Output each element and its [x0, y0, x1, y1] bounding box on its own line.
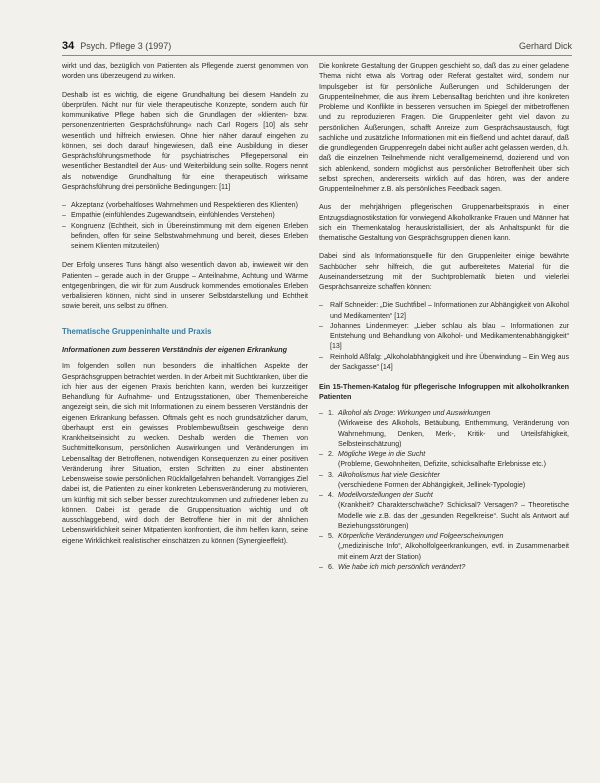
catalog-item	[319, 532, 569, 563]
catalog-heading: Alkoholismus hat viele Gesichter	[338, 471, 440, 479]
journal-reference: Psych. Pflege 3 (1997)	[80, 41, 172, 51]
catalog-detail: (Krankheit? Charakterschwäche? Schicksal? Versagen? – Theoretische Modelle wie z.B. das der „gesunden Regelkreise“. Sucht als Antwort auf Beziehungsstörungen)	[338, 502, 569, 530]
list-item: – Empathie (einfühlendes Zugewandtsein, einfühlendes Verstehen)	[62, 211, 308, 221]
catalog-detail: („medizinische Info“, Alkoholfolgeerkrankungen, evtl. in Zusammenarbeit mit einem Arzt der Station)	[338, 543, 569, 561]
catalog-detail: (verschiedene Formen der Abhängigkeit, Jellinek-Typologie)	[338, 481, 526, 489]
reference-list	[319, 301, 569, 373]
page-number: 34	[62, 40, 75, 52]
right-column	[319, 62, 569, 582]
catalog-item	[319, 563, 569, 573]
paragraph: Aus der mehrjährigen pflegerischen Gruppenarbeitspraxis in einer Entzugsdiagnostikstation für vorwiegend Alkoholkranke Frauen und Männer hat sich ein Themenkatalog herauskristallisiert, der als Anhaltspunkt für die thematische Gestaltung von Gesprächsgruppen dienen kann.	[319, 204, 569, 242]
catalog-item	[319, 471, 569, 492]
author-name: Gerhard Dick	[518, 41, 572, 51]
catalog-number: – 5.	[328, 533, 334, 540]
catalog-heading: Körperliche Veränderungen und Folgeerscheinungen	[338, 533, 504, 540]
catalog-title: Ein 15-Themen-Katalog für pflegerische Infogruppen mit alkoholkranken Patienten	[319, 382, 569, 401]
catalog-heading: Modellvorstellungen der Sucht	[338, 492, 433, 499]
paragraph: Die konkrete Gestaltung der Gruppen geschieht so, daß das zu einer geladene Thema nicht etwa als Vortrag oder Referat gestaltet wird, sondern nur Impulsgeber ist für persönliche Äußerungen und Schilderungen der Gruppenteilnehmer, die aus ihrem Lebensalltag berichten und ihre konkreten Probleme und Konflikte in besseren versuchen im Spiegel der mitbetroffenen und zu reproduzieren Fragen. Die Gruppenleiter geht viel davon zu persönlichen Äußerungen, schafft Anreize zum Gesprächsaustausch, fügt sachliche und zusätzliche Informationen mit ein fließend und achtet darauf, daß die grundlegenden Gruppenregeln dabei nicht außer acht gelassen werden, d.h. daß die einzelnen Teilnehmende nicht verallgemeinernd, dozierend und von sich ablenkend, sondern möglichst aus persönlicher Betroffenheit über sich selbst sprechen, andererseits wirklich auf das hören, was der andere Gruppenteilnehmer z.B. als persönliches Feedback sagen.	[319, 63, 569, 193]
conditions-list	[62, 201, 308, 252]
catalog-heading: Wie habe ich mich persönlich verändert?	[338, 563, 466, 571]
catalog-number: – 1.	[328, 410, 334, 417]
paragraph: Der Erfolg unseres Tuns hängt also wesentlich davon ab, inwieweit wir den Patienten – gerade auch in der Gruppe – Anteilnahme, Achtung und Wärme entgegenbringen, die wir für zum Ausdruck kommendes emotionales Erleben verbalisieren können, nicht sind in unserer Selbstdarstellung und Echtheit sowie bereit, uns selbst zu öffnen.	[62, 262, 308, 311]
running-header	[62, 40, 572, 54]
paragraph: Dabei sind als Informationsquelle für den Gruppenleiter einige bewährte Sachbücher sehr hilfreich, die gut aufbereitetes Material für die Auseinandersetzung mit der Suchtproblematik bieten und vielerlei Gesprächsanreize schaffen können:	[319, 253, 569, 291]
catalog-item	[319, 491, 569, 532]
header-rule	[62, 55, 572, 56]
paragraph: Deshalb ist es wichtig, die eigene Grundhaltung bei diesem Handeln zu überprüfen. Nicht nur für viele therapeutische Konzepte, sondern auch für kommunikative Pflege haben sich die Grundlagen der »klienten- bzw. personenzentrierten Gesprächsführung« nach Carl Rogers [10] als sehr wesentlich und hilfreich erwiesen. Ohne hier näher darauf eingehen zu können, sei doch darauf hingewiesen, daß eine Ausbildung in dieser Gesprächsführungsmethode für psychiatrisches Pflegepersonal ein wesentlicher Bestandteil der Aus- und Weiterbildung sein sollte. Rogers nennt als notwendige Grundhaltung für eine therapeutisch wirksame Gesprächsführung drei persönliche Bedingungen: [11]	[62, 91, 308, 191]
paragraph: Im folgenden sollen nun besonders die inhaltlichen Aspekte der Gesprächsgruppen betrachtet werden. In der Arbeit mit Suchtkranken, über die ich hier aus der eigenen Praxis berichten kann, werden bei kurzzeitiger Behandlung für Aufnahme- und Entzugsstationen, über Themenbereiche angezeigt sein, die sich mit Informationen zu einem besseren Verständnis der eigenen Erkrankung befassen. Oftmals geht es noch grundsätzlicher darum, überhaupt erst ein gewisses Problembewußtsein geschweige denn Krankheitseinsicht zu wecken. Deshalb werden die Themen von Suchtmittelkonsum, persönlichen Auswirkungen und Veränderungen im Lebensalltag der Betroffenen, notwendigen Konsequenzen zu einer positiven Veränderung ihrer Situation, ersten Schritten zu einer abstinenten Lebensweise sowie persönlichen Rückfallgefahren behandelt. Vorrangiges Ziel dabei ist, die Patienten zu einer konkreten Lebensveränderung zu motivieren, um künftig mit sich selber besser zurechtzukommen und zufriedener leben zu können. Dabei ist gerade die Gruppensituation wichtig und oft ausschlaggebend, wird doch der Betroffene hier in mit der ähnlichen Lebenswirklichkeit seiner Mitpatienten konfrontiert, die ihm helfen kann, seine eigene Wirklichkeit realistischer einschätzen zu können (Synergieeffekt).	[62, 363, 308, 545]
catalog-item	[319, 450, 569, 471]
list-item: – Reinhold Aßfalg: „Alkoholabhängigkeit und ihre Überwindung – Ein Weg aus der Sackgasse“ [14]	[319, 353, 569, 374]
list-item: – Kongruenz (Echtheit, sich in Übereinstimmung mit dem eigenen Erleben befinden, offen für seine Selbstwahrnehmung und bereit, dieses Erleben seinem Klienten mitzuteilen)	[62, 222, 308, 253]
section-heading: Thematische Gruppeninhalte und Praxis	[62, 326, 212, 336]
left-column	[62, 62, 308, 555]
catalog-heading: Mögliche Wege in die Sucht	[338, 451, 426, 458]
list-item: – Akzeptanz (vorbehaltloses Wahrnehmen und Respektieren des Klienten)	[62, 201, 308, 211]
paragraph: wirkt und das, bezüglich von Patienten als Pflegende zuerst genommen von worden uns überzeugend zu wirken.	[62, 63, 308, 81]
catalog-heading: Alkohol als Droge: Wirkungen und Auswirkungen	[338, 410, 491, 417]
catalog-number: – 4.	[328, 492, 334, 499]
catalog-detail: (Wirkweise des Alkohols, Betäubung, Enthemmung, Veränderung von Wahrnehmung, Denken, Merk-, Kritik- und Urteilsfähigkeit, Selbsteinschätzung)	[338, 420, 569, 448]
catalog-number: – 2.	[328, 451, 334, 458]
subsection-heading: Informationen zum besseren Verständnis der eigenen Erkrankung	[62, 344, 287, 354]
list-item: – Ralf Schneider: „Die Suchtfibel – Informationen zur Abhängigkeit von Alkohol und Medikamenten“ [12]	[319, 301, 569, 322]
list-item: – Johannes Lindenmeyer: „Lieber schlau als blau – Informationen zur Entstehung und Behandlung von Alkohol- und Medikamentenabhängigkeit“ [13]	[319, 322, 569, 353]
catalog-number: – 6.	[328, 563, 334, 571]
topic-catalog	[319, 409, 569, 573]
catalog-number: – 3.	[328, 471, 334, 479]
catalog-item	[319, 409, 569, 450]
catalog-detail: (Probleme, Gewohnheiten, Defizite, schicksalhafte Erlebnisse etc.)	[338, 461, 546, 469]
